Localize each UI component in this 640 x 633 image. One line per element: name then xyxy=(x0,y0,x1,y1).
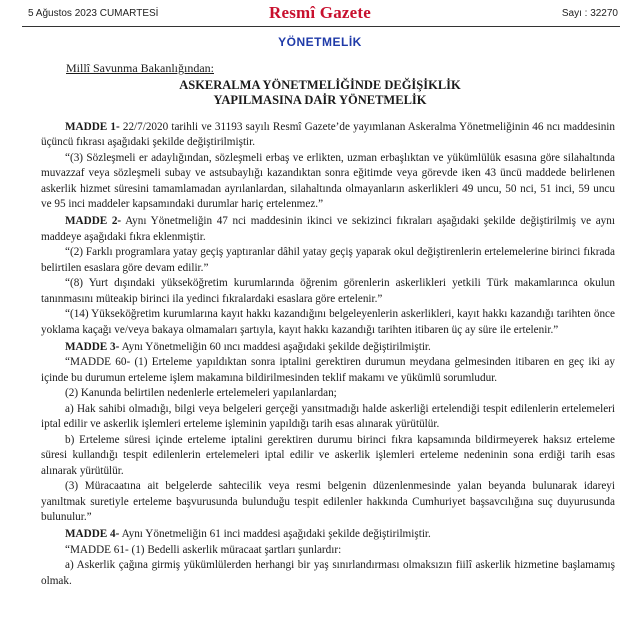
body-paragraph xyxy=(41,276,615,307)
article-label: MADDE 4- xyxy=(65,528,120,540)
paragraph-text: (2) Kanunda belirtilen nedenlerle ertelemeleri yapılanlardan; xyxy=(65,387,337,399)
issuing-ministry: Millî Savunma Bakanlığından: xyxy=(66,61,214,75)
paragraph-text: a) Hak sahibi olmadığı, bilgi veya belgeleri gerçeği yansıtmadığı halde askerliği ertelendiği tespit edilenlerin ertelemeleri iptal edilir ve askerlik işlemleri erteleme işleminin yapıldığı tarih esas alınarak yürütülür. xyxy=(41,402,615,430)
paragraph-text: Aynı Yönetmeliğin 60 ıncı maddesi aşağıdaki şekilde değiştirilmiştir. xyxy=(119,340,431,353)
section-heading: YÖNETMELİK xyxy=(278,35,362,49)
gazette-header xyxy=(0,0,640,28)
article-paragraph xyxy=(41,120,615,151)
body-paragraph xyxy=(41,245,615,276)
paragraph-text: “(3) Sözleşmeli er adaylığından, sözleşmeli erbaş ve erlikten, uzman erbaşlıktan ve yükümlülük esasına göre silahaltında muvazzaf veya sözleşmeli subay ve astsubaylığı kazandıktan sonra eğitimde veya görevde iken 43 üncü maddede belirlenen askerlik hizmet süresini tamamlamadan ayrılanlardan, silahaltında olmayanların askerlikleri 49 uncu, 50 nci, 51 inci, 59 uncu ve 95 inci maddeler kapsamındaki durumlar hariç ertelenmez.” xyxy=(41,151,615,210)
body-paragraph xyxy=(41,402,615,433)
article-label: MADDE 1- xyxy=(65,120,120,133)
body-paragraph xyxy=(41,386,615,402)
paragraph-text: (3) Müracaatına ait belgelerde sahtecilik veya resmi belgenin düzenlenmesinde yalan beyanda bulunarak idareyi yanıltmak suretiyle erteleme başvurusunda bulunduğu tespit edilenler hakkında Cumhuriyet başsavcılığına suç duyurusunda bulunulur.” xyxy=(41,480,615,523)
article-paragraph xyxy=(41,214,615,245)
body-paragraph xyxy=(41,479,615,526)
gazette-title: Resmî Gazete xyxy=(269,3,371,22)
issue-number: Sayı : 32270 xyxy=(561,8,618,19)
paragraph-text: a) Askerlik çağına girmiş yükümlülerden herhangi bir yaş sınırlandırması olmaksızın fiilî askerlik hizmetine başlamamış olmak. xyxy=(41,559,615,587)
body-paragraph xyxy=(41,543,615,559)
regulation-title xyxy=(0,78,640,108)
article-label: MADDE 2- xyxy=(65,215,122,227)
body-paragraph xyxy=(41,307,615,338)
body-paragraph xyxy=(41,558,615,589)
title-line-1: ASKERALMA YÖNETMELİĞİNDE DEĞİŞİKLİK xyxy=(179,78,461,92)
paragraph-text: Aynı Yönetmeliğin 47 nci maddesinin ikinci ve sekizinci fıkraları aşağıdaki şekilde değiştirilmiş ve aynı maddeye aşağıdaki fıkra eklenmiştir. xyxy=(41,215,615,243)
issue-date: 5 Ağustos 2023 CUMARTESİ xyxy=(28,8,159,19)
article-paragraph xyxy=(41,340,615,356)
paragraph-text: “MADDE 60- (1) Erteleme yapıldıktan sonra iptalini gerektiren durumun meydana gelmesinden itibaren en geç iki ay içinde bu durumun erteleme işlem makamına bildirilmesinden teklif makamı ve yükümlü sorumludur. xyxy=(41,356,615,384)
paragraph-text: “(2) Farklı programlara yatay geçiş yaptıranlar dâhil yatay geçiş yaparak okul değiştirenlerin ertelemelerine birinci fıkrada belirtilen esaslara göre devam edilir.” xyxy=(41,246,615,274)
body-paragraph xyxy=(41,433,615,480)
paragraph-text: Aynı Yönetmeliğin 61 inci maddesi aşağıdaki şekilde değiştirilmiştir. xyxy=(119,528,431,540)
body-paragraph xyxy=(41,151,615,213)
title-line-2: YAPILMASINA DAİR YÖNETMELİK xyxy=(213,93,427,107)
paragraph-text: “(14) Yükseköğretim kurumlarına kayıt hakkı kazandığını belgeleyenlerin askerlikleri, kayıt hakkı kazandığı tarihten önce yoklama kaçağı ve/veya bakaya olmamaları şartıyla, kayıt hakkı kazandığı tarihten itibaren üç ay süre ile ertelenir.” xyxy=(41,308,615,336)
paragraph-text: 22/7/2020 tarihli ve 31193 sayılı Resmî Gazete’de yayımlanan Askeralma Yönetmeliğinin 46 ncı maddesinin üçüncü fıkrası aşağıdaki şekilde değiştirilmiştir. xyxy=(41,120,615,148)
header-divider xyxy=(22,26,620,27)
paragraph-text: b) Erteleme süresi içinde erteleme iptalini gerektiren durumu birinci fıkra kapsamında bildirmeyerek haksız erteleme süresi kullandığı tespit edilenlerin ertelemeleri iptal edilir ve askerlik işlemleri erteleme nedeninin sona erdiği tarih esas alınarak yürütülür. xyxy=(41,433,615,477)
paragraph-text: “(8) Yurt dışındaki yükseköğretim kurumlarında öğrenim görenlerin askerlikleri yetkili Türk makamlarınca okulun tanınmasını müteakip birinci ila yedinci fıkralardaki esaslara göre ertelenir.” xyxy=(41,277,615,305)
regulation-body xyxy=(41,118,615,589)
paragraph-text: “MADDE 61- (1) Bedelli askerlik müracaat şartları şunlardır: xyxy=(65,543,342,556)
article-paragraph xyxy=(41,527,615,543)
article-label: MADDE 3- xyxy=(65,340,120,353)
body-paragraph xyxy=(41,355,615,386)
